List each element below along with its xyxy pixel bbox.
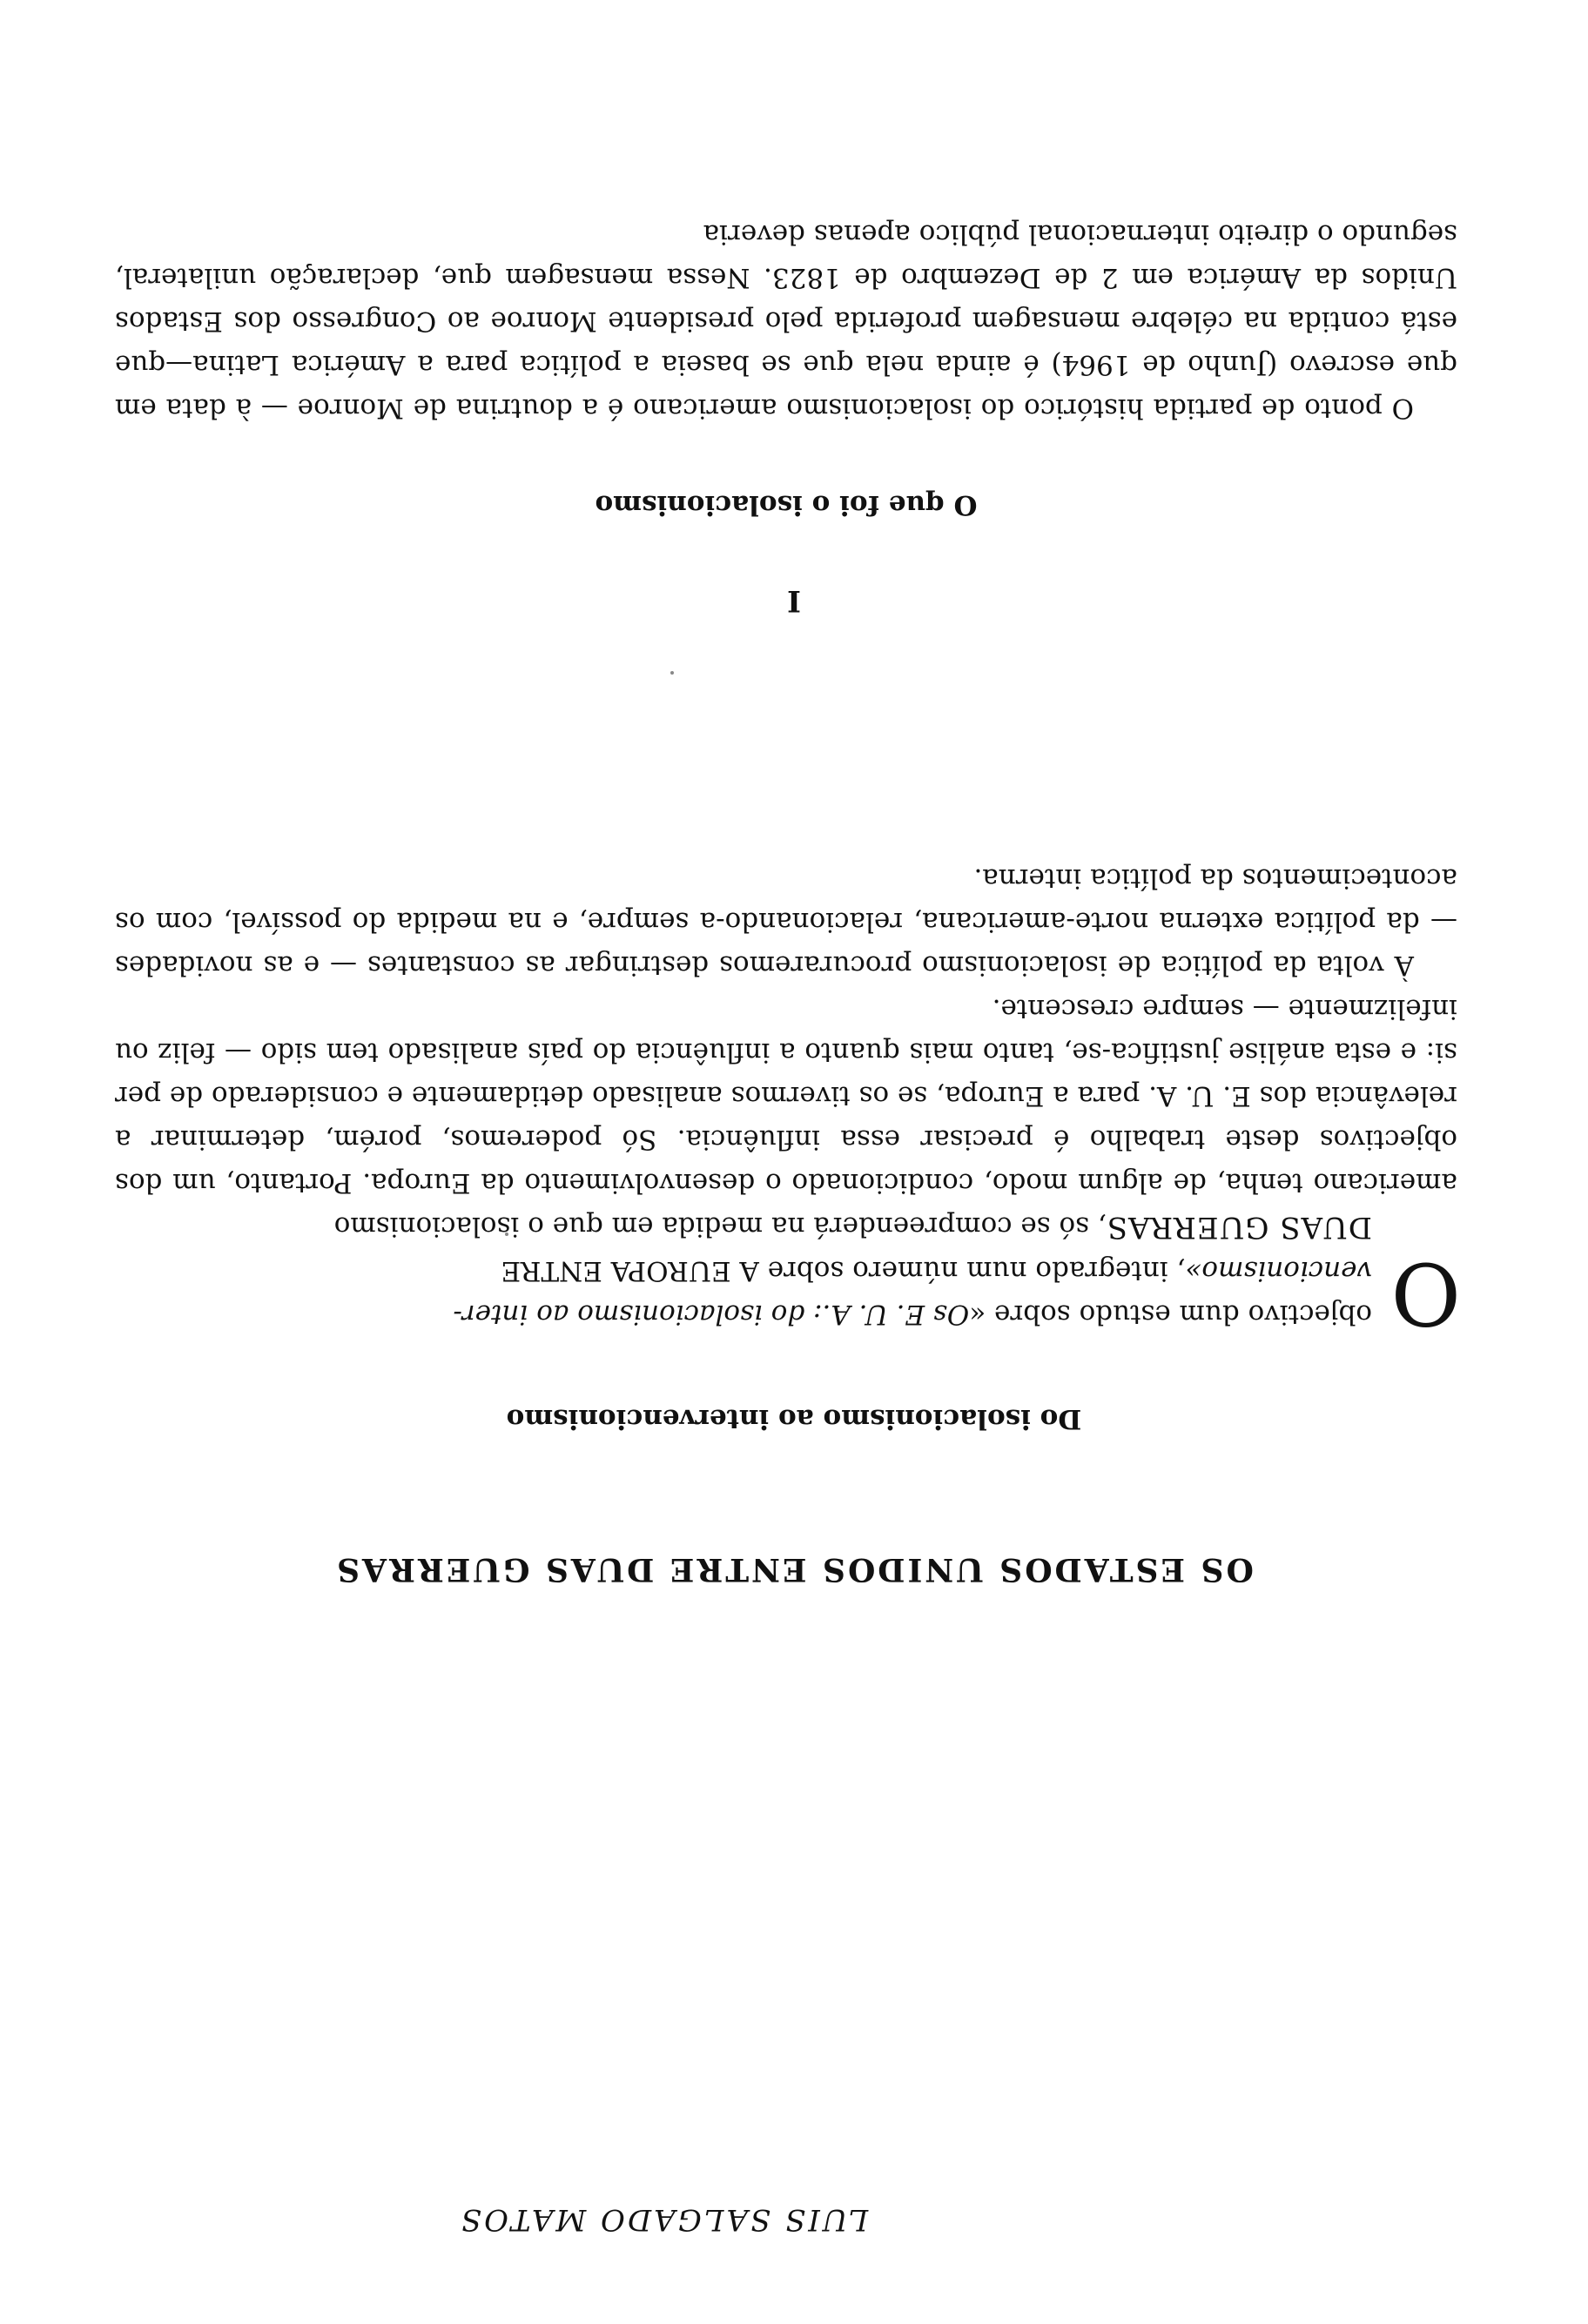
section-number: I (787, 583, 801, 618)
intro-text-3: , só se compreenderá na medida em que o isolacionismo (333, 1211, 1107, 1242)
section-body (115, 212, 1457, 430)
section-heading: O que foi o isolacionismo (595, 489, 978, 521)
paragraph-two: À volta da política de isolacionismo procuraremos destringar as constantes — e as novidades — da política externa norte-americana, relacionando-a sempre, e na medida do possível, com os acontecimentos da política interna. (115, 863, 1457, 981)
intro-text-2: , integrado num número sobre A EUROPA ENTRE (501, 1255, 1186, 1286)
intro-caps: DUAS GUERRAS (1106, 1210, 1372, 1245)
chapter-title: OS ESTADOS UNIDOS ENTRE DUAS GUERRAS (334, 1551, 1254, 1588)
intro-text-1: objectivo dum estudo sobre « (969, 1299, 1372, 1330)
speck (670, 671, 674, 675)
chapter-subtitle: Do isolacionismo ao intervencionismo (506, 1403, 1082, 1434)
section-paragraph: O ponto de partida histórico do isolacionismo americano é a doutrina de Monroe — à data em que escrevo (Junho de 1964) é ainda nela que se baseia a política para a América Latina—que está contida na célebre mensagem proferida pelo presidente Monroe ao Congresso dos Estados Unidos da América em 2 de Dezembro de 1823. Nessa mensagem que, declaração unilateral, segundo o direito internacional público apenas deveria (115, 218, 1457, 424)
intro-italic-1: Os E. U. A.: do isolacionismo ao inter- (453, 1299, 970, 1330)
intro-italic-2: vencionismo» (1185, 1255, 1372, 1286)
intro-rest: americano tenha, de algum modo, condicionado o desenvolvimento da Europa. Portanto, um dos objectivos deste trabalho é precisar essa influência. Só poderemos, porém, determinar a relevância dos E. U. A. para a Europa, se os tivermos analisado detidamente e considerado de per si: e esta análise justifica-se, tanto mais quanto a influência do país analisado tem sido — feliz ou infelizmente — sempre crescente. (115, 993, 1457, 1199)
author-name: LUIS SALGADO MATOS (458, 2202, 869, 2237)
intro-paragraph (115, 856, 1461, 1342)
intro-first-lines (115, 1205, 1461, 1342)
drop-cap: O (1390, 1243, 1461, 1342)
